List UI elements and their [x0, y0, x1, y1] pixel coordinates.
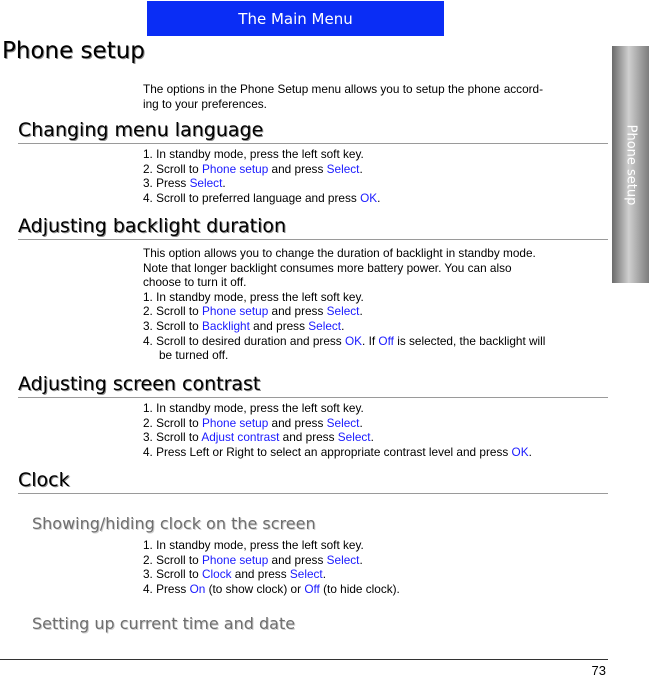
- contrast-steps: [143, 401, 607, 459]
- intro-text: [143, 82, 607, 111]
- section-divider: [18, 239, 608, 240]
- clock-step-2: 2. Scroll to Phone setup and press Select.: [143, 552, 363, 567]
- backlight-step-4-cont: be turned off.: [159, 348, 229, 363]
- backlight-text: [143, 246, 607, 363]
- contrast-step-4: 4. Press Left or Right to select an appropriate contrast level and press OK.: [143, 444, 532, 459]
- backlight-desc-2: Note that longer backlight consumes more battery power. You can also: [143, 260, 512, 275]
- page-number: 73: [591, 663, 606, 678]
- side-tab-label: Phone setup: [623, 124, 638, 205]
- section-divider: [18, 397, 608, 398]
- contrast-step-3: 3. Scroll to Adjust contrast and press Select.: [143, 430, 374, 445]
- backlight-step-1: 1. In standby mode, press the left soft key.: [143, 289, 364, 304]
- contrast-step-1: 1. In standby mode, press the left soft key.: [143, 401, 364, 415]
- backlight-step-3: 3. Scroll to Backlight and press Select.: [143, 318, 345, 333]
- heading-contrast: Adjusting screen contrast: [18, 373, 261, 395]
- intro-line-2: ing to your preferences.: [143, 96, 267, 111]
- heading-backlight: Adjusting backlight duration: [18, 215, 287, 237]
- footer-divider: [0, 659, 608, 660]
- heading-menu-language: Changing menu language: [18, 119, 264, 141]
- language-step-4: 4. Scroll to preferred language and press OK.: [143, 190, 381, 205]
- section-divider: [18, 143, 608, 144]
- clock-steps: [143, 538, 607, 596]
- subheading-time-date: Setting up current time and date: [32, 614, 296, 633]
- subheading-show-clock: Showing/hiding clock on the screen: [32, 514, 316, 533]
- heading-clock: Clock: [18, 469, 70, 491]
- language-step-1: 1. In standby mode, press the left soft key.: [143, 147, 364, 161]
- section-divider: [18, 493, 608, 494]
- backlight-step-2: 2. Scroll to Phone setup and press Select.: [143, 304, 363, 319]
- backlight-desc-1: This option allows you to change the duration of backlight in standby mode.: [143, 246, 536, 260]
- clock-step-1: 1. In standby mode, press the left soft key.: [143, 538, 364, 552]
- side-tab: [612, 46, 649, 283]
- chapter-banner: The Main Menu: [147, 1, 444, 36]
- intro-line-1: The options in the Phone Setup menu allows you to setup the phone accord-: [143, 82, 544, 96]
- page-title: Phone setup: [2, 38, 145, 64]
- language-step-3: 3. Press Select.: [143, 176, 226, 191]
- language-steps: [143, 147, 607, 205]
- clock-step-4: 4. Press On (to show clock) or Off (to hide clock).: [143, 581, 400, 596]
- language-step-2: 2. Scroll to Phone setup and press Select.: [143, 161, 363, 176]
- contrast-step-2: 2. Scroll to Phone setup and press Select.: [143, 415, 363, 430]
- backlight-step-4: 4. Scroll to desired duration and press OK. If Off is selected, the backlight will: [143, 333, 546, 348]
- clock-step-3: 3. Scroll to Clock and press Select.: [143, 567, 326, 582]
- backlight-desc-3: choose to turn it off.: [143, 275, 247, 290]
